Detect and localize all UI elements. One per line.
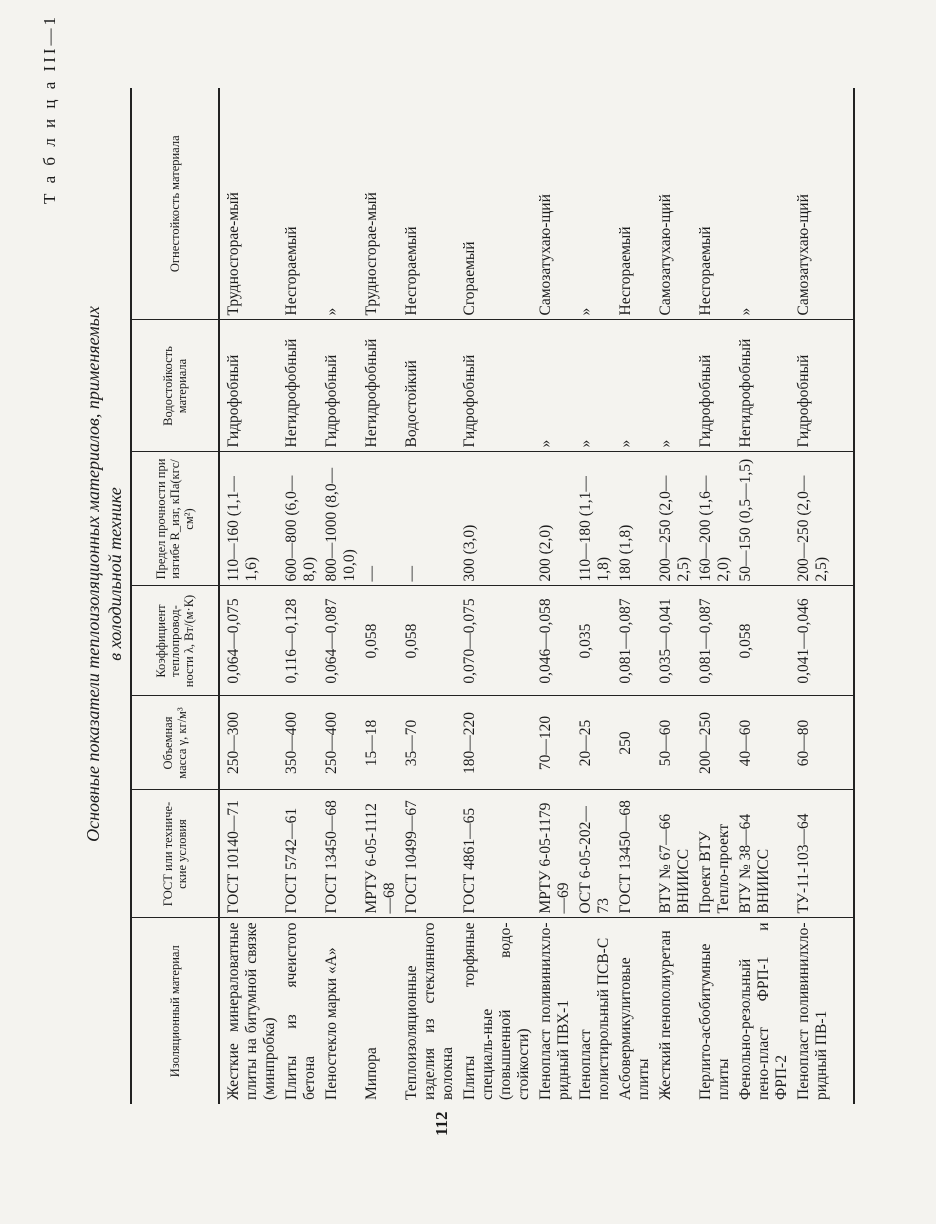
cell-material: Теплоизоляционные изделия из стеклянного волокна [403,922,456,1100]
cell-fire: » [735,88,793,320]
cell-material: Пенопласт поливинилхло-ридный ПВХ-1 [537,922,572,1100]
cell-material: Перлито-асбобитумные плиты [697,943,732,1100]
cell-density: 250 [615,696,655,790]
header-material: Изоляционный материал [131,918,219,1104]
cell-gost: ГОСТ 5742—61 [281,790,321,918]
cell-strength: 300 (3,0) [459,452,535,586]
cell-material: Жесткие минераловатные плиты на битумной связке (минпробка) [225,922,278,1100]
cell-water: » [535,320,575,452]
table-row [535,88,575,1104]
cell-water: Гидрофобный [793,320,854,452]
cell-material: Жесткий пенополиуретан [657,930,674,1100]
cell-fire: Сгораемый [459,88,535,320]
table-row [321,88,361,1104]
cell-fire: Трудносгорае-мый [361,88,401,320]
cell-material: Плиты торфяные специаль-ные (повышенной водо-стойкости) [461,922,532,1100]
cell-conductivity: 0,081—0,087 [695,586,735,696]
cell-gost: МРТУ 6-05-1179—69 [535,790,575,918]
cell-fire: Самозатухаю-щий [655,88,695,320]
cell-strength: 50—150 (0,5—1,5) [735,452,793,586]
cell-gost: ВТУ № 38—64 ВНИИСС [735,790,793,918]
cell-gost: ОСТ 6-05-202—73 [575,790,615,918]
cell-water: Негидрофобный [361,320,401,452]
table-caption [82,64,126,1084]
header-fire: Огнестойкость материала [131,88,219,320]
cell-density: 15—18 [361,696,401,790]
cell-strength: 110—180 (1,1—1,8) [575,452,615,586]
table-number: Т а б л и ц а III—1 [40,13,59,204]
table-row [735,88,793,1104]
header-conductivity: Коэффициент теплопровод-ности λ, Вт/(м·К) [131,586,219,696]
cell-material: Пенопласт полистирольный ПСВ-С [577,937,612,1100]
cell-gost: ВТУ № 67—66 ВНИИСС [655,790,695,918]
cell-strength: 600—800 (6,0—8,0) [281,452,321,586]
cell-fire: Несгораемый [695,88,735,320]
cell-water: » [575,320,615,452]
cell-material: Плиты из ячеистого бетона [283,922,318,1100]
cell-density: 200—250 [695,696,735,790]
cell-conductivity: 0,058 [735,586,793,696]
cell-strength: 200 (2,0) [535,452,575,586]
cell-gost: ГОСТ 10140—71 [219,790,281,918]
table-row [655,88,695,1104]
header-density: Объемная масса γ, кг/м³ [131,696,219,790]
cell-fire: Самозатухаю-щий [793,88,854,320]
cell-density: 50—60 [655,696,695,790]
cell-material: Фенольно-резольный пено-пласт ФРП-1 и ФРП-2 [737,922,790,1100]
cell-density: 20—25 [575,696,615,790]
cell-conductivity: 0,041—0,046 [793,586,854,696]
table-row [695,88,735,1104]
cell-water: Водостойкий [401,320,459,452]
materials-table [130,88,855,1104]
cell-conductivity: 0,064—0,087 [321,586,361,696]
cell-water: » [615,320,655,452]
cell-density: 180—220 [459,696,535,790]
cell-fire: Самозатухаю-щий [535,88,575,320]
cell-density: 250—300 [219,696,281,790]
cell-water: Гидрофобный [219,320,281,452]
header-water: Водостойкость материала [131,320,219,452]
cell-strength: 110—160 (1,1—1,6) [219,452,281,586]
table-header-row [131,88,219,1104]
cell-conductivity: 0,035—0,041 [655,586,695,696]
cell-conductivity: 0,035 [575,586,615,696]
cell-gost: Проект ВТУ Тепло-проект [695,790,735,918]
cell-gost: ТУ-11-103—64 [793,790,854,918]
caption-line-1: Основные показатели теплоизоляционных материалов, применяемых [83,306,103,842]
cell-density: 60—80 [793,696,854,790]
cell-conductivity: 0,046—0,058 [535,586,575,696]
cell-gost: ГОСТ 10499—67 [401,790,459,918]
cell-material: Пенопласт поливинилхло-ридный ПВ-1 [793,918,854,1104]
cell-fire: » [321,88,361,320]
caption-line-2: в холодильной технике [105,487,125,661]
table-row [219,88,281,1104]
table-body [219,88,854,1104]
cell-density: 35—70 [401,696,459,790]
cell-conductivity: 0,081—0,087 [615,586,655,696]
cell-conductivity: 0,070—0,075 [459,586,535,696]
cell-water: Негидрофобный [735,320,793,452]
cell-water: Гидрофобный [459,320,535,452]
cell-strength: — [361,452,401,586]
cell-material: Асбовермикулитовые плиты [617,957,652,1100]
cell-fire: Несгораемый [615,88,655,320]
cell-water: Гидрофобный [321,320,361,452]
cell-strength: 160—200 (1,6—2,0) [695,452,735,586]
cell-gost: ГОСТ 4861—65 [459,790,535,918]
cell-water: » [655,320,695,452]
table-row [575,88,615,1104]
cell-strength: 800—1000 (8,0—10,0) [321,452,361,586]
cell-material: Мипора [363,1047,380,1100]
cell-density: 40—60 [735,696,793,790]
table-row [615,88,655,1104]
cell-fire: Несгораемый [281,88,321,320]
cell-conductivity: 0,058 [401,586,459,696]
cell-strength: — [401,452,459,586]
cell-density: 350—400 [281,696,321,790]
cell-strength: 180 (1,8) [615,452,655,586]
cell-material: Пеностекло марки «А» [323,947,340,1100]
cell-fire: » [575,88,615,320]
cell-conductivity: 0,064—0,075 [219,586,281,696]
table-row [281,88,321,1104]
cell-gost: ГОСТ 13450—68 [615,790,655,918]
cell-fire: Трудносгорае-мый [219,88,281,320]
header-gost: ГОСТ или техниче-ские условия [131,790,219,918]
table-row [459,88,535,1104]
cell-density: 250—400 [321,696,361,790]
page-number: 112 [432,1111,451,1136]
cell-fire: Несгораемый [401,88,459,320]
table-row [361,88,401,1104]
cell-conductivity: 0,058 [361,586,401,696]
cell-water: Негидрофобный [281,320,321,452]
cell-gost: ГОСТ 13450—68 [321,790,361,918]
cell-conductivity: 0,116—0,128 [281,586,321,696]
cell-strength: 200—250 (2,0—2,5) [655,452,695,586]
header-strength: Предел прочности при изгибе R_изг, кПа(кгс/см²) [131,452,219,586]
cell-gost: МРТУ 6-05-1112—68 [361,790,401,918]
cell-density: 70—120 [535,696,575,790]
cell-water: Гидрофобный [695,320,735,452]
table-row [793,88,854,1104]
table-row [401,88,459,1104]
cell-strength: 200—250 (2,0—2,5) [793,452,854,586]
